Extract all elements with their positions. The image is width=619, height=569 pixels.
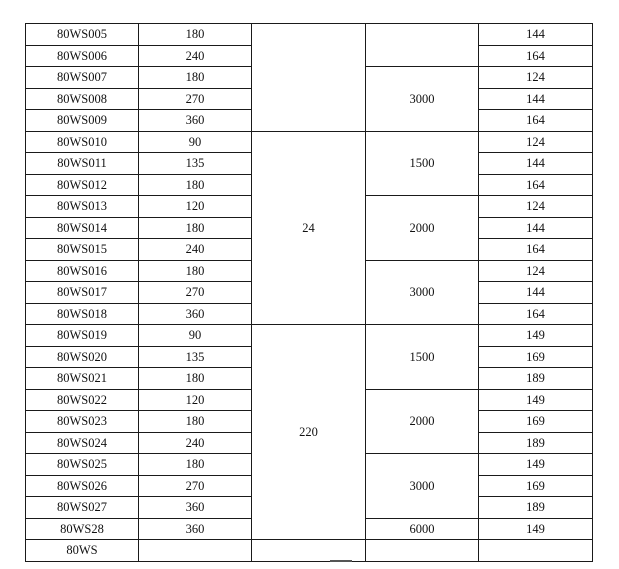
model-cell: 80WS026 — [26, 475, 139, 497]
power-cell: 360 — [139, 497, 252, 519]
power-cell: 270 — [139, 475, 252, 497]
model-cell: 80WS015 — [26, 239, 139, 261]
length-cell: 164 — [479, 303, 593, 325]
power-cell: 180 — [139, 411, 252, 433]
model-cell: 80WS013 — [26, 196, 139, 218]
length-cell: 144 — [479, 282, 593, 304]
model-cell: 80WS019 — [26, 325, 139, 347]
power-cell: 270 — [139, 282, 252, 304]
table-row — [26, 24, 593, 46]
speed-cell: 3000 — [366, 67, 479, 132]
length-cell: 149 — [479, 389, 593, 411]
model-cell: 80WS017 — [26, 282, 139, 304]
length-cell — [479, 540, 593, 562]
length-cell: 124 — [479, 196, 593, 218]
motor-spec-table — [25, 23, 593, 562]
length-cell: 144 — [479, 217, 593, 239]
power-cell: 240 — [139, 45, 252, 67]
power-cell: 120 — [139, 389, 252, 411]
model-cell: 80WS005 — [26, 24, 139, 46]
model-cell: 80WS027 — [26, 497, 139, 519]
speed-cell — [366, 24, 479, 67]
length-cell: 169 — [479, 411, 593, 433]
power-cell: 360 — [139, 110, 252, 132]
speed-cell: 1500 — [366, 325, 479, 390]
length-cell: 164 — [479, 174, 593, 196]
model-cell: 80WS014 — [26, 217, 139, 239]
model-cell: 80WS006 — [26, 45, 139, 67]
model-cell: 80WS008 — [26, 88, 139, 110]
length-cell: 189 — [479, 432, 593, 454]
length-cell: 149 — [479, 518, 593, 540]
model-cell: 80WS016 — [26, 260, 139, 282]
table-row — [26, 131, 593, 153]
length-cell: 144 — [479, 24, 593, 46]
speed-cell: 1500 — [366, 131, 479, 196]
model-cell: 80WS011 — [26, 153, 139, 175]
model-cell: 80WS018 — [26, 303, 139, 325]
model-cell: 80WS022 — [26, 389, 139, 411]
table-row — [26, 325, 593, 347]
model-cell: 80WS28 — [26, 518, 139, 540]
model-cell: 80WS023 — [26, 411, 139, 433]
length-cell: 169 — [479, 346, 593, 368]
table-row — [26, 540, 593, 562]
voltage-cell: 220 — [252, 325, 366, 540]
power-cell: 135 — [139, 153, 252, 175]
power-cell: 180 — [139, 454, 252, 476]
model-cell: 80WS025 — [26, 454, 139, 476]
model-cell: 80WS021 — [26, 368, 139, 390]
power-cell: 240 — [139, 432, 252, 454]
length-cell: 144 — [479, 153, 593, 175]
power-cell: 90 — [139, 325, 252, 347]
length-cell: 124 — [479, 67, 593, 89]
length-cell: 164 — [479, 45, 593, 67]
speed-cell: 3000 — [366, 454, 479, 519]
speed-cell: 2000 — [366, 196, 479, 261]
model-cell: 80WS007 — [26, 67, 139, 89]
power-cell: 135 — [139, 346, 252, 368]
length-cell: 169 — [479, 475, 593, 497]
power-cell: 240 — [139, 239, 252, 261]
model-cell: 80WS010 — [26, 131, 139, 153]
power-cell: 90 — [139, 131, 252, 153]
length-cell: 124 — [479, 131, 593, 153]
speed-cell: 6000 — [366, 518, 479, 540]
model-cell: 80WS020 — [26, 346, 139, 368]
power-cell: 120 — [139, 196, 252, 218]
length-cell: 149 — [479, 454, 593, 476]
length-cell: 189 — [479, 368, 593, 390]
voltage-cell: 24 — [252, 131, 366, 325]
length-cell: 164 — [479, 110, 593, 132]
power-cell: 360 — [139, 518, 252, 540]
page-bottom-mark — [330, 560, 352, 562]
length-cell: 124 — [479, 260, 593, 282]
length-cell: 164 — [479, 239, 593, 261]
speed-cell: 3000 — [366, 260, 479, 325]
power-cell: 180 — [139, 67, 252, 89]
model-cell: 80WS012 — [26, 174, 139, 196]
length-cell: 144 — [479, 88, 593, 110]
model-cell: 80WS009 — [26, 110, 139, 132]
power-cell — [139, 540, 252, 562]
table-body — [26, 24, 593, 562]
power-cell: 180 — [139, 368, 252, 390]
length-cell: 149 — [479, 325, 593, 347]
speed-cell — [366, 540, 479, 562]
power-cell: 360 — [139, 303, 252, 325]
power-cell: 180 — [139, 174, 252, 196]
voltage-cell — [252, 24, 366, 132]
speed-cell: 2000 — [366, 389, 479, 454]
power-cell: 180 — [139, 24, 252, 46]
power-cell: 270 — [139, 88, 252, 110]
length-cell: 189 — [479, 497, 593, 519]
model-cell: 80WS — [26, 540, 139, 562]
spec-table-container — [25, 23, 593, 562]
power-cell: 180 — [139, 260, 252, 282]
power-cell: 180 — [139, 217, 252, 239]
model-cell: 80WS024 — [26, 432, 139, 454]
voltage-cell — [252, 540, 366, 562]
